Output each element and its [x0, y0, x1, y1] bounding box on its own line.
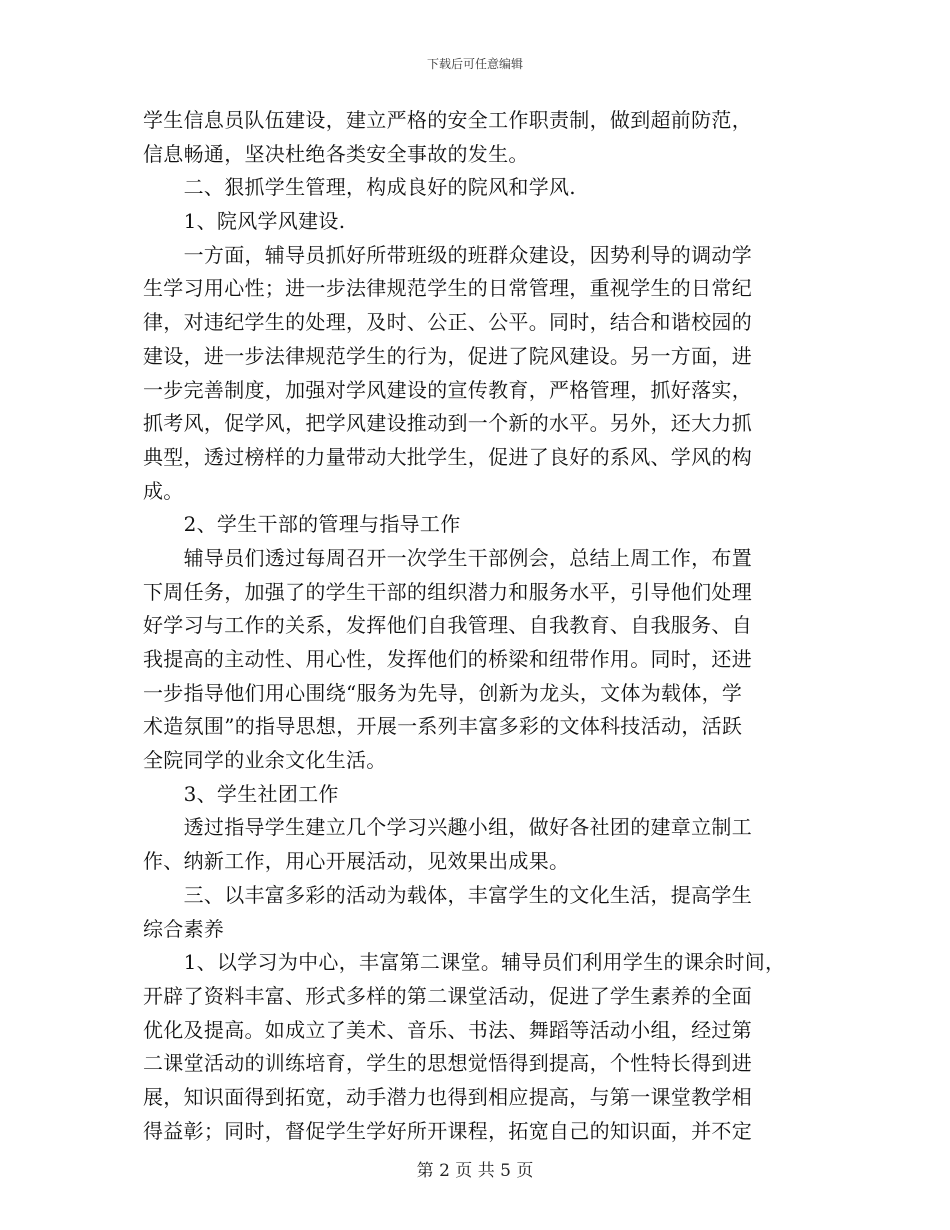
text-line: 一步完善制度，加强对学风建设的宣传教育，严格管理，抓好落实，	[143, 377, 752, 402]
section-heading: 二、狠抓学生管理，构成良好的院风和学风.	[143, 175, 576, 200]
text-line: 好学习与工作的关系，发挥他们自我管理、自我教育、自我服务、自	[143, 613, 752, 638]
text-line: 展，知识面得到拓宽，动手潜力也得到相应提高，与第一课堂教学相	[143, 1084, 752, 1109]
text-line: 一方面，辅导员抓好所带班级的班群众建设，因势利导的调动学	[143, 242, 752, 267]
text-line: 优化及提高。如成立了美术、音乐、书法、舞蹈等活动小组，经过第	[143, 1017, 752, 1042]
subsection-heading: 1、院风学风建设.	[143, 209, 346, 234]
text-line: 一步指导他们用心围绕“服务为先导，创新为龙头，文体为载体，学	[143, 680, 743, 705]
subsection-heading: 3、学生社团工作	[143, 781, 339, 806]
page-number-footer: 第 2 页 共 5 页	[416, 1161, 534, 1181]
text-line: 学生信息员队伍建设，建立严格的安全工作职责制，做到超前防范，	[143, 108, 752, 132]
document-body	[143, 104, 823, 1148]
text-line: 术造氛围”的指导思想，开展一系列丰富多彩的文体科技活动，活跃	[143, 714, 743, 739]
section-heading: 综合素养	[143, 916, 225, 941]
text-line: 律，对违纪学生的处理，及时、公正、公平。同时，结合和谐校园的	[143, 310, 752, 335]
section-heading: 三、以丰富多彩的活动为载体，丰富学生的文化生活，提高学生	[143, 882, 752, 907]
text-line: 下周任务，加强了的学生干部的组织潜力和服务水平，引导他们处理	[143, 579, 752, 604]
text-line: 成。	[143, 478, 184, 503]
text-line: 得益彰；同时，督促学生学好所开课程，拓宽自己的知识面，并不定	[143, 1118, 752, 1143]
text-line: 二课堂活动的训练培育，学生的思想觉悟得到提高，个性特长得到进	[143, 1051, 752, 1076]
text-line: 作、纳新工作，用心开展活动，见效果出成果。	[143, 849, 570, 874]
subsection-heading: 2、学生干部的管理与指导工作	[143, 512, 461, 537]
text-line: 我提高的主动性、用心性，发挥他们的桥梁和纽带作用。同时，还进	[143, 647, 752, 671]
text-line: 1、以学习为中心，丰富第二课堂。辅导员们利用学生的课余时间，	[143, 950, 786, 975]
text-line: 典型，透过榜样的力量带动大批学生，促进了良好的系风、学风的构	[143, 444, 752, 469]
text-line: 抓考风，促学风，把学风建设推动到一个新的水平。另外，还大力抓	[143, 411, 752, 436]
text-line: 透过指导学生建立几个学习兴趣小组，做好各社团的建章立制工	[143, 815, 752, 840]
page-header: 下载后可任意编辑	[426, 57, 523, 71]
text-line: 辅导员们透过每周召开一次学生干部例会，总结上周工作，布置	[143, 545, 752, 570]
text-line: 建设，进一步法律规范学生的行为，促进了院风建设。另一方面，进	[143, 343, 752, 368]
text-line: 生学习用心性；进一步法律规范学生的日常管理，重视学生的日常纪	[143, 276, 752, 301]
text-line: 全院同学的业余文化生活。	[143, 748, 387, 773]
text-line: 信息畅通，坚决杜绝各类安全事故的发生。	[143, 141, 529, 166]
text-line: 开辟了资料丰富、形式多样的第二课堂活动，促进了学生素养的全面	[143, 983, 752, 1008]
